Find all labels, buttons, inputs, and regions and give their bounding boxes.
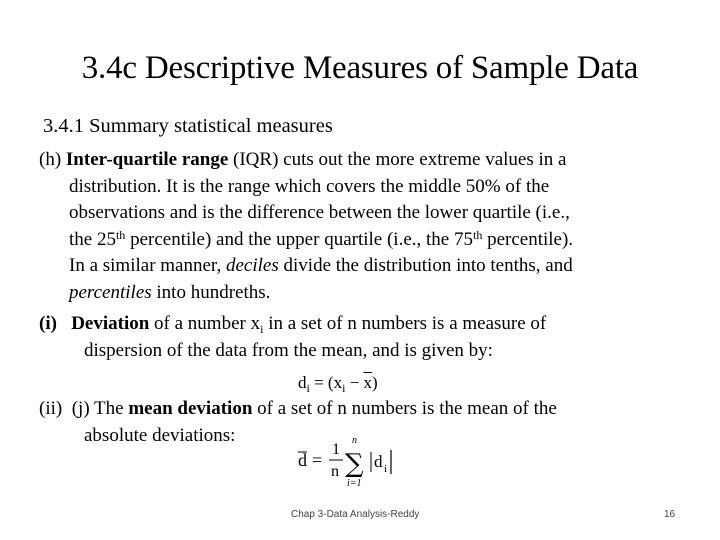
text: in a set of n numbers is a measure of <box>263 313 547 334</box>
term-deviation: Deviation <box>71 313 150 334</box>
text: into hundreths. <box>151 281 271 303</box>
page-number: 16 <box>664 509 676 520</box>
formula-lower: i=1 <box>347 478 362 489</box>
text-line <box>39 280 679 307</box>
text: divide the distribution into tenths, and <box>278 255 573 276</box>
paragraph-h <box>39 147 679 306</box>
text: the 25 <box>69 228 116 250</box>
text: In a similar manner, <box>69 255 226 276</box>
formula-d: d <box>298 373 307 392</box>
text-line <box>39 227 679 254</box>
formula-text: ) <box>372 373 378 392</box>
term-deciles: deciles <box>226 255 279 276</box>
subscript: i <box>260 322 264 336</box>
formula-text: = (x <box>309 373 343 392</box>
formula-deviation <box>298 373 378 393</box>
formula-text: − <box>345 373 364 392</box>
text-line: distribution. It is the range which covers the middle 50% of the <box>69 175 550 197</box>
text-line: dispersion of the data from the mean, and is given by: <box>84 339 493 361</box>
text: of a set of n numbers is the mean of the <box>252 398 557 419</box>
text-line <box>39 253 679 280</box>
footer-source: Chap 3-Data Analysis-Reddy <box>291 509 420 520</box>
marker-h: (h) <box>39 149 62 170</box>
formula-mean-deviation <box>292 432 402 490</box>
page-title: 3.4c Descriptive Measures of Sample Data <box>81 50 639 86</box>
formula-xbar: $\overline{x}$ <box>363 373 373 392</box>
formula-sub: i <box>342 381 346 395</box>
superscript: th <box>115 227 126 242</box>
text: of a number x <box>149 313 261 334</box>
paragraph-i <box>39 311 679 364</box>
marker-ii: (ii) <box>39 398 63 419</box>
formula-upper: n <box>352 435 357 446</box>
text: percentile) and the upper quartile (i.e., the 75 <box>125 228 473 250</box>
formula-dbar: d <box>298 450 307 470</box>
formula-sum: ∑ <box>345 449 364 479</box>
term-iqr: Inter-quartile range <box>65 149 229 170</box>
text: percentile). <box>482 228 574 250</box>
section-subheading: 3.4.1 Summary statistical measures <box>43 115 333 137</box>
text-line: observations and is the difference between the lower quartile (i.e., <box>69 202 570 223</box>
formula-eq: = <box>312 450 323 470</box>
formula-num: 1 <box>332 441 340 458</box>
formula-sub: i <box>306 381 310 395</box>
text: (j) The <box>71 398 129 419</box>
term-percentiles: percentiles <box>69 281 152 303</box>
formula-den: n <box>331 463 339 480</box>
text-line: absolute deviations: <box>84 424 236 446</box>
formula-sub: i <box>384 463 388 475</box>
superscript: th <box>472 227 483 242</box>
text: (IQR) cuts out the more extreme values in a <box>228 149 567 170</box>
marker-i: (i) <box>39 313 57 334</box>
term-mean-deviation: mean deviation <box>128 398 253 419</box>
formula-d: d <box>374 452 383 471</box>
